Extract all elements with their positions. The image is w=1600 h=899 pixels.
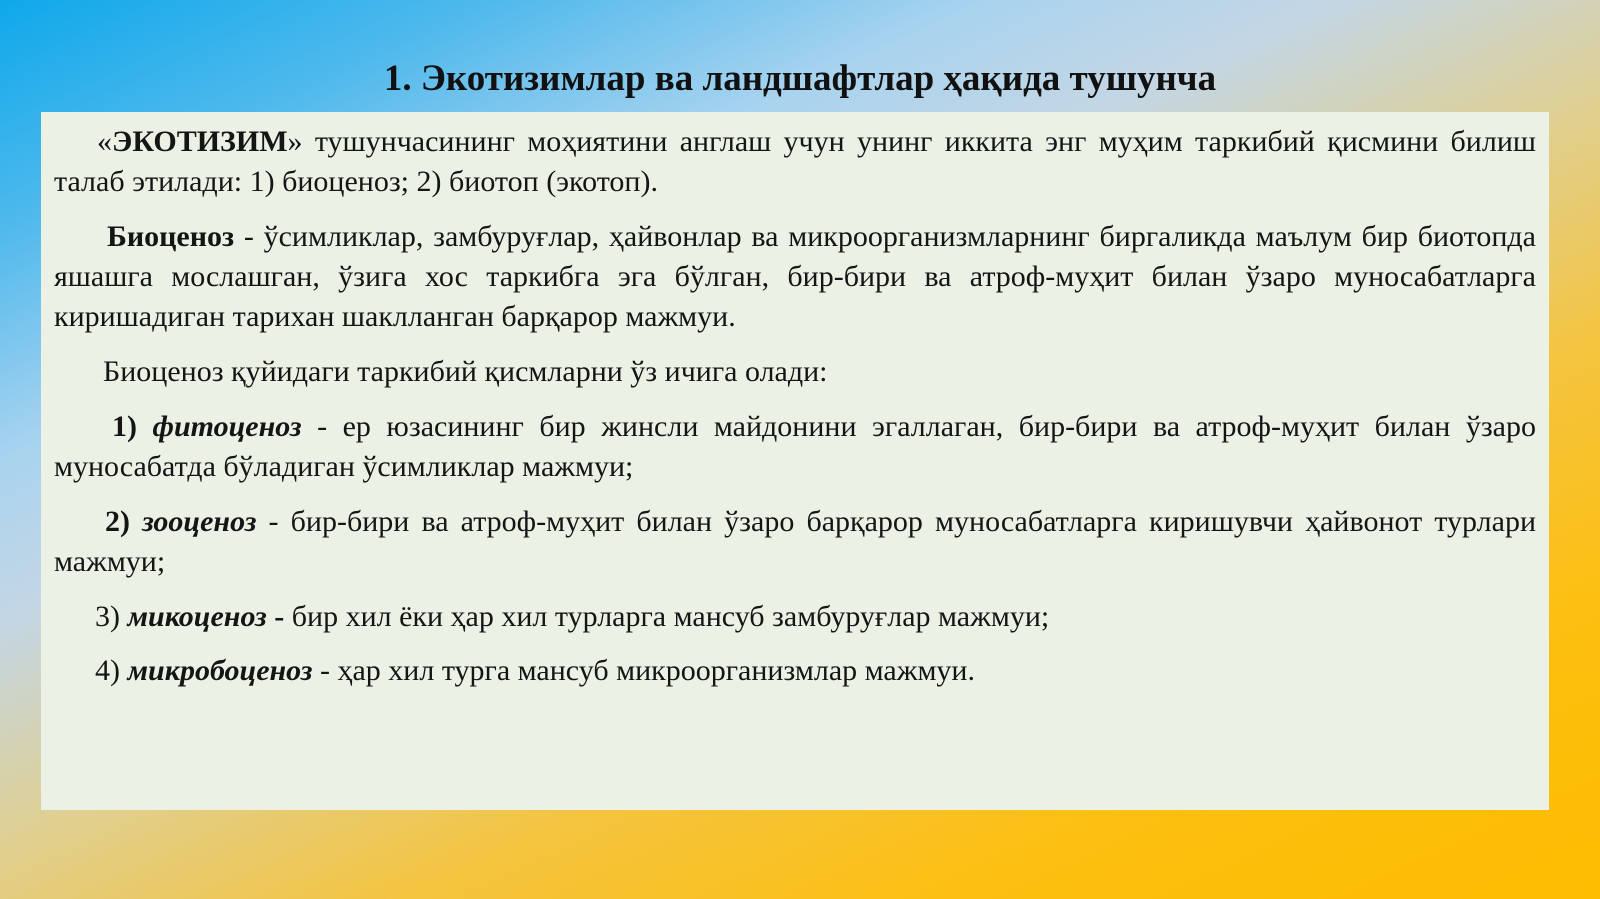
content-panel xyxy=(41,112,1549,810)
paragraph-biocenosis-text: - ўсимликлар, замбуруғлар, ҳайвонлар ва микроорганизмларнинг биргаликда маълум бир биотопда яшашга мослашган, ўзига хос таркибга эга бўлган, бир-бири ва атроф-муҳит билан ўзаро муносабатларга киришадиган тарихан шаклланган барқарор мажмуи. xyxy=(54,220,1536,333)
item-text: - бир-бири ва атроф-муҳит билан ўзаро барқарор муносабатларга киришувчи ҳайвонот турлари мажмуи; xyxy=(54,505,1536,578)
list-item-phytocenosis xyxy=(54,407,1536,487)
term-biocenosis: Биоценоз xyxy=(107,220,235,253)
term-mycocenosis: микоценоз xyxy=(127,600,267,633)
list-item-mycocenosis xyxy=(54,597,1536,637)
item-text: бир хил ёки ҳар хил турларга мансуб замбуруғлар мажмуи; xyxy=(284,600,1050,633)
item-number: 2) xyxy=(105,505,143,538)
paragraph-biocenosis xyxy=(54,217,1536,337)
item-number: 3) xyxy=(95,600,128,633)
item-text: - ҳар хил турга мансуб микроорганизмлар мажмуи. xyxy=(312,654,975,687)
term-ecosystem: ЭКОТИЗИМ xyxy=(112,125,288,158)
paragraph-ecosystem-text: » тушунчасининг моҳиятини англаш учун унинг иккита энг муҳим таркибий қисмини билиш талаб этилади: 1) биоценоз; 2) биотоп (экотоп). xyxy=(54,125,1536,198)
item-number: 1) xyxy=(112,410,153,443)
item-text: - ер юзасининг бир жинсли майдонини эгаллаган, бир-бири ва атроф-муҳит билан ўзаро муносабатда бўладиган ўсимликлар мажмуи; xyxy=(54,410,1536,483)
item-number: 4) xyxy=(95,654,128,687)
open-quote: « xyxy=(97,125,112,158)
term-zoocenosis: зооценоз xyxy=(142,505,257,538)
components-intro-text: Биоценоз қуйидаги таркибий қисмларни ўз ичига олади: xyxy=(103,355,828,388)
term-phytocenosis: фитоценоз xyxy=(152,410,302,443)
paragraph-components-intro xyxy=(54,352,1536,392)
list-item-zoocenosis xyxy=(54,502,1536,582)
paragraph-ecosystem xyxy=(54,122,1536,202)
list-item-microbocenosis xyxy=(54,651,1536,691)
slide-title: 1. Экотизимлар ва ландшафтлар ҳақида тушунча xyxy=(383,58,1217,99)
term-microbocenosis: микробоценоз xyxy=(127,654,313,687)
item-dash: - xyxy=(266,600,285,633)
